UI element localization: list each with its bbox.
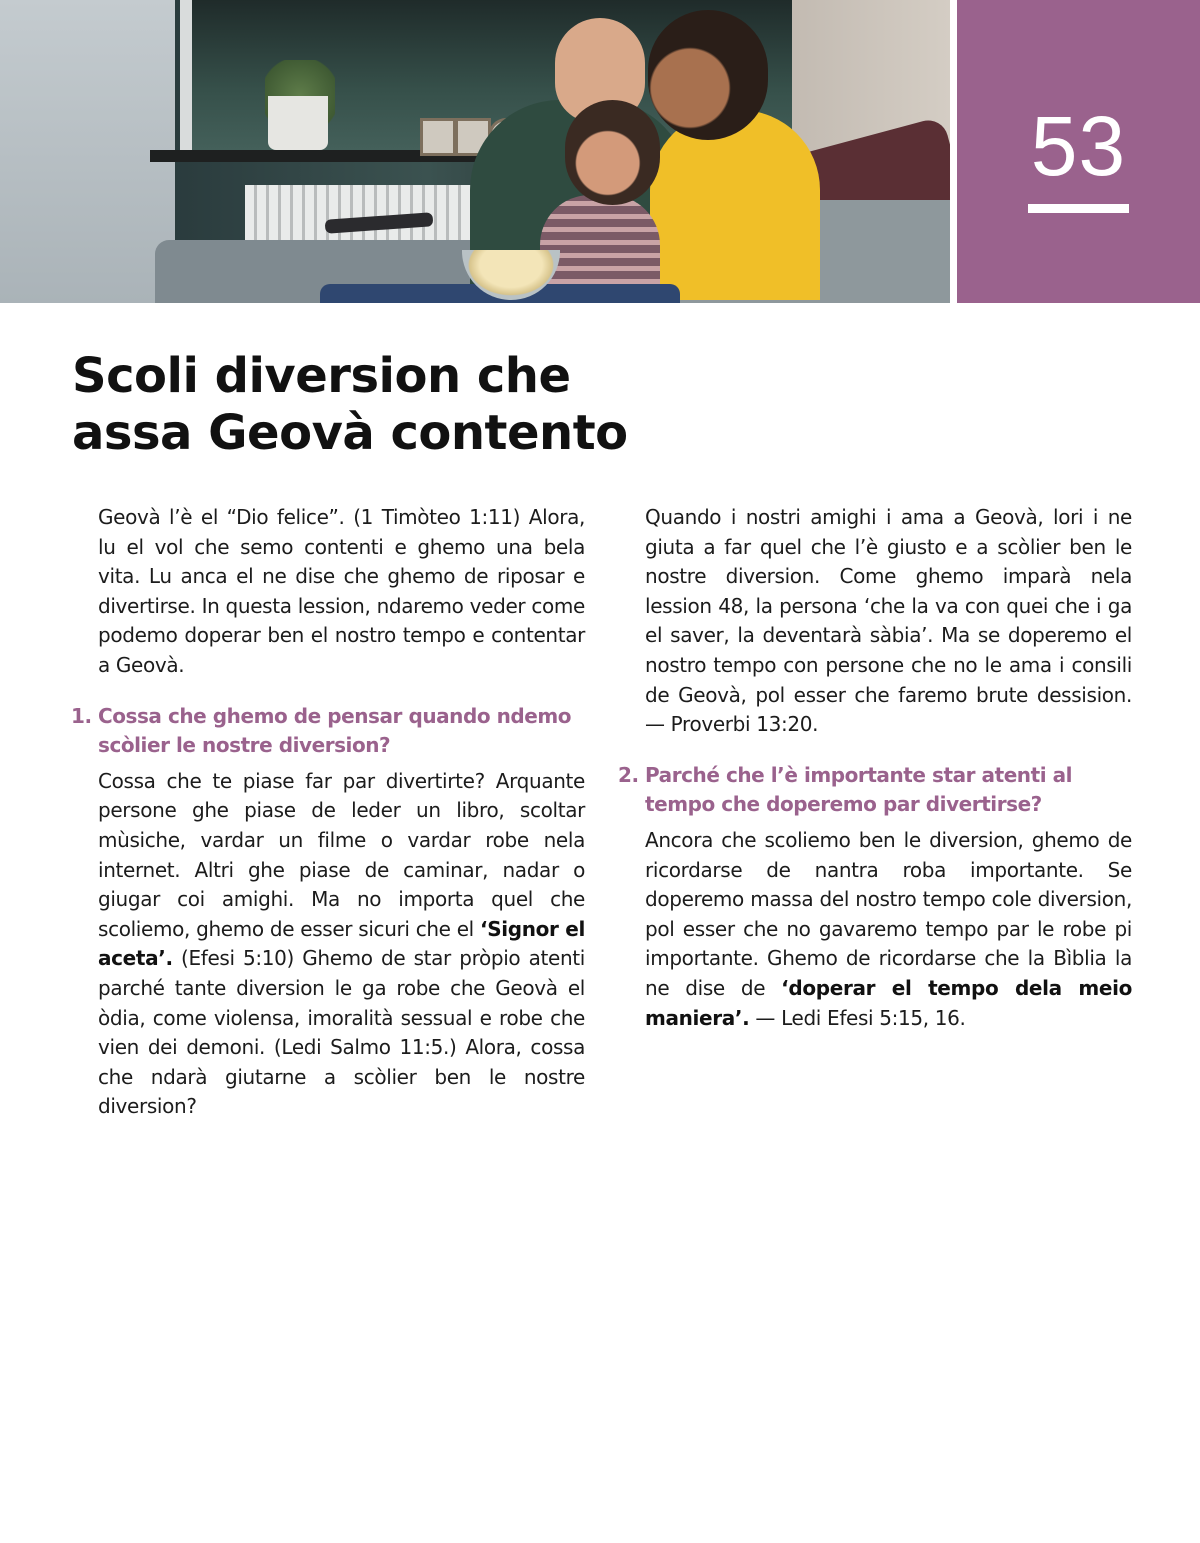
photo-girl-head	[565, 100, 660, 205]
section-1-paragraph-1	[98, 767, 585, 1122]
section-1-number: 1.	[71, 703, 92, 728]
section-2-paragraph	[645, 826, 1132, 1033]
photo-woman-head	[648, 10, 768, 140]
photo-plant-pot	[268, 96, 328, 150]
section-1-question-text: Cossa che ghemo de pensar quando ndemo scòlier le nostre diversion?	[98, 703, 572, 758]
page-title-line: assa Geovà contento	[72, 405, 628, 461]
section-2-number: 2.	[618, 762, 639, 787]
paragraph-text: Cossa che te piase far par divertirte? Arquante persone ghe piase de leder un libro, scoltar mùsiche, vardar un filme o vardar robe nela internet. Altri ghe piase de caminar, nadar o giugar coi amighi. Ma no importa quel che scoliemo, ghemo de esser sicuri che el	[98, 768, 585, 941]
paragraph-text: (Efesi 5:10) Ghemo de star pròpio atenti parché tante diversion le ga robe che Geovà el òdia, come violensa, imoralità sessual e robe che vien dei demoni. (Ledi Salmo 11:5.) Alora, cossa che ndarà giutarne a scòlier ben le nostre diversion?	[98, 946, 585, 1119]
lesson-number: 53	[1030, 99, 1127, 193]
paragraph-text: Ancora che scoliemo ben le diversion, ghemo de ricordarse de nantra roba importante. Se doperemo massa del nostro tempo cole diversion, pol esser che no gavaremo tempo par le robe pi importante. Ghemo de ricordarse che la Bìblia la ne dise de	[645, 827, 1132, 1000]
paragraph-text: — Ledi Efesi 5:15, 16.	[749, 1005, 966, 1030]
photo-picture-frame	[420, 118, 456, 156]
bold-scripture-quote: ‘doperar el tempo dela meio maniera’.	[645, 975, 1132, 1030]
header-photo	[0, 0, 950, 303]
page-title	[72, 348, 772, 462]
photo-woman	[650, 110, 820, 300]
right-column	[618, 503, 1132, 1033]
page-title-line: Scoli diversion che	[72, 348, 571, 404]
section-2-question	[618, 761, 1132, 820]
bold-scripture-quote: ‘Signor el aceta’.	[98, 916, 585, 971]
photo-wall	[0, 0, 175, 303]
lesson-number-underline	[1028, 204, 1129, 213]
intro-paragraph: Geovà l’è el “Dio felice”. (1 Timòteo 1:11) Alora, lu el vol che semo contenti e ghemo una bela vita. Lu anca el ne dise che ghemo de riposar e divertirse. In questa lession, ndaremo veder come podemo doperar ben el nostro tempo e contentar a Geovà.	[98, 505, 585, 677]
section-1-paragraph-2: Quando i nostri amighi i ama a Geovà, lori i ne giuta a far quel che l’è giusto e a scòlier ben le nostre diversion. Come ghemo imparà nela lession 48, la persona ‘che la va con quei che i ga el saver, la deventarà sàbia’. Ma se doperemo el nostro tempo con persone che no le ama i consili de Geovà, pol esser che faremo brute dessision. — Proverbi 13:20.	[645, 505, 1132, 737]
left-column	[71, 503, 585, 1122]
section-1-question	[71, 702, 585, 761]
lesson-number-tab	[957, 0, 1200, 303]
section-2-question-text: Parché che l’è importante star atenti al tempo che doperemo par divertirse?	[645, 762, 1073, 817]
